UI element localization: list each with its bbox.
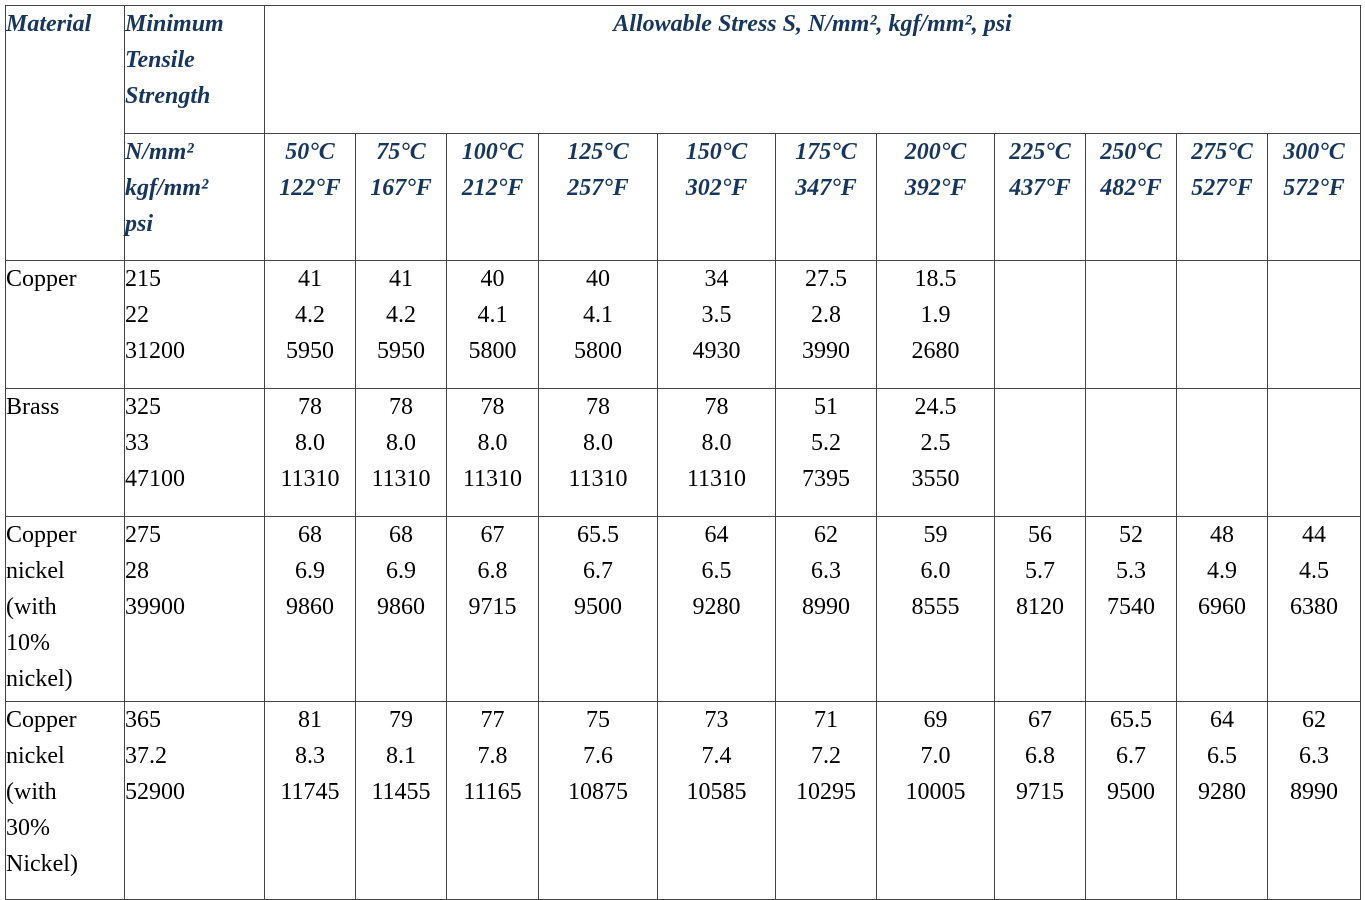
temperature-header — [1177, 134, 1268, 261]
stress-value: 8555 — [911, 594, 960, 620]
stress-value: 11310 — [462, 466, 523, 492]
stress-value: 8120 — [1016, 594, 1064, 620]
stress-value: 6380 — [1290, 594, 1338, 620]
stress-value: 75 — [586, 707, 610, 733]
stress-value: 10005 — [905, 779, 966, 805]
stress-value: 3550 — [911, 466, 960, 492]
stress-value: 6.8 — [1025, 743, 1055, 769]
min-tensile-header — [125, 6, 265, 134]
temperature-celsius: 200°C — [904, 139, 967, 165]
stress-value: 11165 — [463, 779, 522, 805]
stress-value: 71 — [814, 707, 838, 733]
temperature-header — [1086, 134, 1177, 261]
stress-cell — [877, 389, 995, 517]
stress-cell — [1268, 261, 1361, 389]
stress-value: 9860 — [286, 594, 334, 620]
stress-value: 6.9 — [386, 558, 416, 584]
stress-value: 4.2 — [386, 302, 416, 328]
stress-value: 78 — [480, 394, 505, 420]
stress-value: 64 — [704, 522, 729, 548]
stress-cell — [1268, 389, 1361, 517]
stress-value: 8.0 — [477, 430, 508, 456]
stress-value: 68 — [389, 522, 413, 548]
stress-value: 7.0 — [920, 743, 951, 769]
temperature-celsius: 300°C — [1283, 139, 1345, 165]
stress-value: 67 — [1028, 707, 1052, 733]
material-name-line: nickel) — [6, 666, 73, 692]
temperature-fahrenheit: 257°F — [567, 175, 629, 201]
stress-cell — [265, 517, 356, 702]
stress-value: 5.2 — [811, 430, 841, 456]
stress-cell — [995, 261, 1086, 389]
stress-cell — [1086, 389, 1177, 517]
stress-cell — [1177, 517, 1268, 702]
tensile-value: 275 — [125, 522, 161, 548]
min-tensile-header-line: Strength — [125, 83, 211, 109]
stress-value: 5950 — [286, 338, 334, 364]
stress-cell — [1177, 702, 1268, 900]
tensile-strength-cell — [125, 517, 265, 702]
min-tensile-header-line: Tensile — [125, 47, 195, 73]
stress-value: 40 — [480, 266, 505, 292]
stress-cell — [539, 261, 658, 389]
stress-value: 4930 — [692, 338, 741, 364]
stress-cell — [1086, 261, 1177, 389]
stress-cell — [776, 261, 877, 389]
stress-value: 4.2 — [295, 302, 325, 328]
stress-value: 9715 — [1016, 779, 1064, 805]
stress-value: 9715 — [468, 594, 517, 620]
table-row — [6, 389, 1361, 517]
min-tensile-header-line: Minimum — [125, 11, 224, 37]
stress-value: 7.4 — [701, 743, 732, 769]
stress-value: 11310 — [686, 466, 747, 492]
stress-value: 9500 — [1107, 779, 1155, 805]
material-name-line: Copper — [6, 266, 77, 292]
temperature-celsius: 250°C — [1100, 139, 1162, 165]
stress-cell — [1268, 517, 1361, 702]
stress-value: 8990 — [1290, 779, 1338, 805]
stress-value: 7.6 — [583, 743, 613, 769]
table-row — [6, 702, 1361, 900]
temperature-fahrenheit: 212°F — [461, 175, 524, 201]
stress-cell — [1086, 517, 1177, 702]
temperature-celsius: 75°C — [376, 139, 426, 165]
stress-value: 6.8 — [477, 558, 508, 584]
stress-cell — [776, 702, 877, 900]
stress-value: 67 — [480, 522, 505, 548]
material-header: Material — [6, 6, 125, 261]
stress-value: 1.9 — [920, 302, 951, 328]
stress-value: 8.0 — [295, 430, 325, 456]
stress-cell — [995, 517, 1086, 702]
stress-cell — [539, 389, 658, 517]
stress-cell — [1268, 702, 1361, 900]
table-row — [6, 261, 1361, 389]
stress-value: 9280 — [692, 594, 741, 620]
stress-cell — [658, 389, 776, 517]
stress-value: 5950 — [377, 338, 425, 364]
tensile-value: 47100 — [125, 466, 185, 492]
unit-psi: psi — [125, 211, 154, 237]
stress-value: 68 — [298, 522, 322, 548]
stress-value: 78 — [298, 394, 322, 420]
material-name-line: Nickel) — [6, 851, 78, 877]
stress-cell — [447, 389, 539, 517]
stress-value: 65.5 — [577, 522, 619, 548]
stress-value: 3.5 — [701, 302, 732, 328]
stress-value: 11310 — [568, 466, 628, 492]
stress-value: 62 — [1302, 707, 1326, 733]
material-name-line: Brass — [6, 394, 60, 420]
stress-value: 8.3 — [295, 743, 325, 769]
temperature-celsius: 50°C — [285, 139, 335, 165]
temperature-celsius: 125°C — [567, 139, 629, 165]
stress-value: 3990 — [802, 338, 850, 364]
stress-value: 8.1 — [386, 743, 416, 769]
stress-value: 4.9 — [1207, 558, 1237, 584]
stress-value: 6.0 — [920, 558, 951, 584]
stress-value: 2.5 — [920, 430, 951, 456]
unit-kgf-per-mm2: kgf/mm² — [125, 175, 209, 201]
stress-cell — [447, 702, 539, 900]
stress-cell — [356, 517, 447, 702]
stress-value: 5.7 — [1025, 558, 1055, 584]
stress-value: 51 — [814, 394, 838, 420]
stress-value: 78 — [704, 394, 729, 420]
stress-value: 6.7 — [1116, 743, 1146, 769]
temperature-celsius: 175°C — [795, 139, 857, 165]
stress-cell — [1086, 702, 1177, 900]
stress-value: 6.5 — [1207, 743, 1237, 769]
stress-value: 10585 — [686, 779, 747, 805]
tensile-value: 22 — [125, 302, 149, 328]
temperature-fahrenheit: 437°F — [1009, 175, 1071, 201]
temperature-celsius: 275°C — [1191, 139, 1253, 165]
stress-value: 69 — [923, 707, 948, 733]
stress-value: 18.5 — [914, 266, 957, 292]
temperature-fahrenheit: 167°F — [370, 175, 432, 201]
temperature-header — [877, 134, 995, 261]
temperature-header — [265, 134, 356, 261]
stress-value: 2680 — [911, 338, 960, 364]
stress-value: 7.8 — [477, 743, 508, 769]
stress-value: 5800 — [574, 338, 622, 364]
stress-value: 8.0 — [701, 430, 732, 456]
temperature-header — [1268, 134, 1361, 261]
temperature-celsius: 100°C — [461, 139, 524, 165]
tensile-value: 52900 — [125, 779, 185, 805]
temperature-header — [539, 134, 658, 261]
stress-value: 48 — [1210, 522, 1234, 548]
stress-value: 6.9 — [295, 558, 325, 584]
stress-value: 5.3 — [1116, 558, 1146, 584]
stress-value: 5800 — [468, 338, 517, 364]
stress-value: 24.5 — [914, 394, 957, 420]
stress-value: 73 — [704, 707, 729, 733]
stress-cell — [265, 389, 356, 517]
temperature-fahrenheit: 527°F — [1191, 175, 1253, 201]
stress-value: 6.7 — [583, 558, 613, 584]
tensile-value: 365 — [125, 707, 161, 733]
stress-value: 9280 — [1198, 779, 1246, 805]
stress-cell — [265, 261, 356, 389]
tensile-value: 325 — [125, 394, 161, 420]
stress-value: 41 — [298, 266, 322, 292]
stress-value: 59 — [923, 522, 948, 548]
stress-cell — [658, 261, 776, 389]
stress-value: 9500 — [574, 594, 622, 620]
material-cell — [6, 389, 125, 517]
material-name-line: (with — [6, 779, 57, 805]
stress-value: 6960 — [1198, 594, 1246, 620]
stress-value: 4.5 — [1299, 558, 1329, 584]
stress-cell — [447, 261, 539, 389]
stress-value: 62 — [814, 522, 838, 548]
stress-value: 64 — [1210, 707, 1234, 733]
material-name-line: Copper — [6, 522, 77, 548]
allowable-stress-table — [5, 5, 1361, 900]
stress-value: 10875 — [568, 779, 628, 805]
stress-value: 44 — [1302, 522, 1326, 548]
stress-cell — [1177, 261, 1268, 389]
stress-cell — [776, 517, 877, 702]
stress-value: 8.0 — [386, 430, 416, 456]
stress-value: 11310 — [371, 466, 431, 492]
stress-cell — [356, 389, 447, 517]
temperature-header — [447, 134, 539, 261]
material-name-line: 30% — [6, 815, 50, 841]
stress-value: 7.2 — [811, 743, 841, 769]
stress-value: 7540 — [1107, 594, 1155, 620]
unit-n-per-mm2: N/mm² — [125, 139, 194, 165]
temperature-fahrenheit: 482°F — [1100, 175, 1162, 201]
stress-value: 6.5 — [701, 558, 732, 584]
stress-value: 11310 — [280, 466, 340, 492]
material-name-line: Copper — [6, 707, 77, 733]
temperature-celsius: 225°C — [1009, 139, 1071, 165]
temperature-fahrenheit: 572°F — [1283, 175, 1345, 201]
table-row — [6, 517, 1361, 702]
stress-cell — [995, 389, 1086, 517]
tensile-value: 28 — [125, 558, 149, 584]
stress-value: 6.3 — [811, 558, 841, 584]
stress-cell — [447, 517, 539, 702]
tensile-value: 31200 — [125, 338, 185, 364]
temperature-celsius: 150°C — [685, 139, 748, 165]
stress-value: 41 — [389, 266, 413, 292]
stress-cell — [265, 702, 356, 900]
temperature-fahrenheit: 122°F — [279, 175, 341, 201]
allowable-stress-header: Allowable Stress S, N/mm², kgf/mm², psi — [265, 6, 1361, 134]
tensile-strength-cell — [125, 389, 265, 517]
stress-cell — [776, 389, 877, 517]
temperature-fahrenheit: 302°F — [685, 175, 748, 201]
material-cell — [6, 261, 125, 389]
stress-cell — [877, 517, 995, 702]
stress-cell — [658, 702, 776, 900]
temperature-header — [356, 134, 447, 261]
tensile-value: 33 — [125, 430, 149, 456]
tensile-value: 215 — [125, 266, 161, 292]
stress-cell — [539, 517, 658, 702]
tensile-strength-cell — [125, 261, 265, 389]
stress-value: 65.5 — [1110, 707, 1152, 733]
stress-value: 79 — [389, 707, 413, 733]
material-name-line: nickel — [6, 743, 65, 769]
stress-cell — [356, 261, 447, 389]
stress-value: 78 — [586, 394, 610, 420]
stress-value: 11455 — [371, 779, 431, 805]
tensile-value: 37.2 — [125, 743, 167, 769]
stress-value: 6.3 — [1299, 743, 1329, 769]
material-name-line: nickel — [6, 558, 65, 584]
temperature-header — [995, 134, 1086, 261]
stress-value: 11745 — [280, 779, 340, 805]
stress-cell — [1177, 389, 1268, 517]
stress-value: 4.1 — [477, 302, 508, 328]
tensile-value: 39900 — [125, 594, 185, 620]
stress-value: 2.8 — [811, 302, 841, 328]
stress-value: 7395 — [802, 466, 850, 492]
stress-cell — [356, 702, 447, 900]
temperature-fahrenheit: 347°F — [795, 175, 857, 201]
stress-value: 40 — [586, 266, 610, 292]
stress-cell — [877, 261, 995, 389]
stress-cell — [658, 517, 776, 702]
material-cell — [6, 702, 125, 900]
stress-value: 8.0 — [583, 430, 613, 456]
stress-value: 4.1 — [583, 302, 613, 328]
units-header — [125, 134, 265, 261]
stress-value: 52 — [1119, 522, 1143, 548]
stress-value: 78 — [389, 394, 413, 420]
stress-value: 56 — [1028, 522, 1052, 548]
stress-value: 8990 — [802, 594, 850, 620]
stress-cell — [539, 702, 658, 900]
stress-value: 27.5 — [805, 266, 847, 292]
stress-cell — [877, 702, 995, 900]
tensile-strength-cell — [125, 702, 265, 900]
material-name-line: (with — [6, 594, 57, 620]
stress-value: 9860 — [377, 594, 425, 620]
stress-value: 81 — [298, 707, 322, 733]
stress-value: 34 — [704, 266, 729, 292]
temperature-header — [658, 134, 776, 261]
material-name-line: 10% — [6, 630, 50, 656]
stress-value: 10295 — [796, 779, 856, 805]
temperature-header — [776, 134, 877, 261]
material-cell — [6, 517, 125, 702]
stress-value: 77 — [480, 707, 505, 733]
temperature-fahrenheit: 392°F — [904, 175, 967, 201]
stress-cell — [995, 702, 1086, 900]
